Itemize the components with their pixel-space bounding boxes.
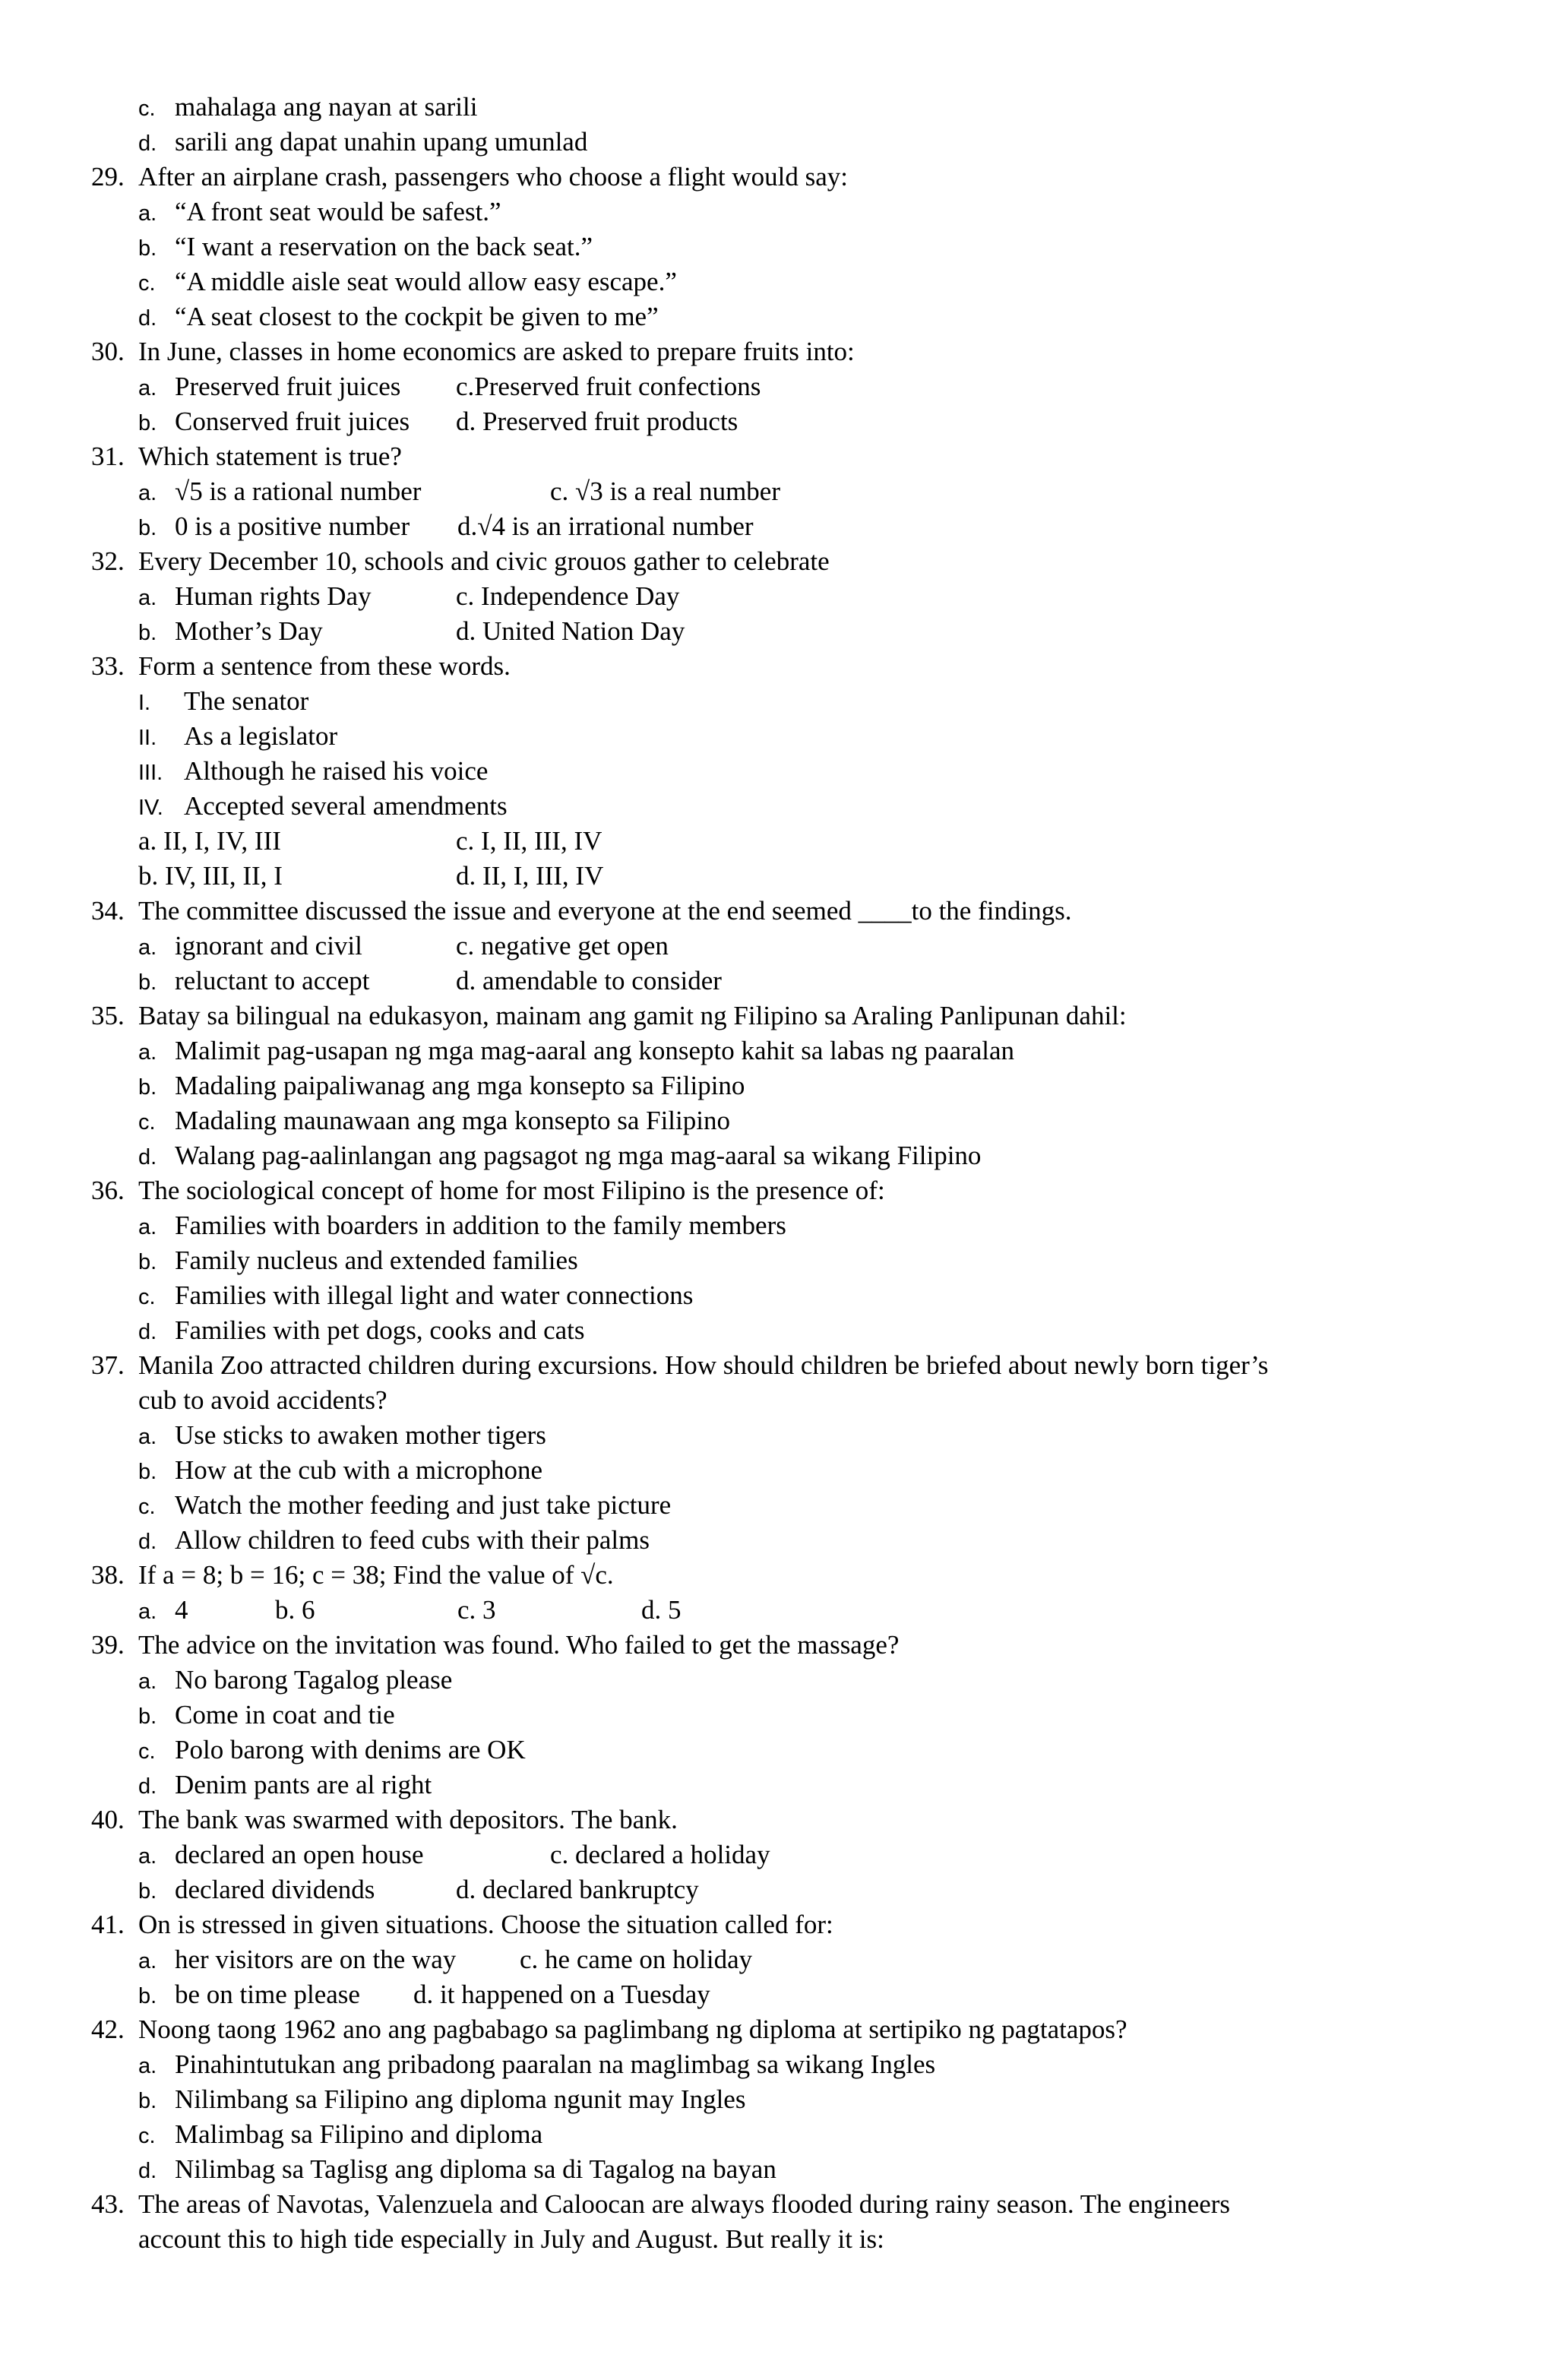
option-text: Use sticks to awaken mother tigers xyxy=(175,1420,546,1450)
q33-item-i xyxy=(138,684,308,719)
option-marker: b. xyxy=(138,2089,157,2113)
question-33 xyxy=(91,649,511,684)
option-text: “A middle aisle seat would allow easy escape.” xyxy=(175,267,677,296)
option-text: √5 is a rational number xyxy=(175,476,422,506)
question-text: The bank was swarmed with depositors. The bank. xyxy=(138,1805,678,1834)
option-text: Family nucleus and extended families xyxy=(175,1245,578,1275)
item-text: As a legislator xyxy=(184,721,338,751)
item-text: The senator xyxy=(184,686,309,716)
q32-option-b xyxy=(138,614,323,650)
option-text: Mother’s Day xyxy=(175,616,323,646)
question-number: 30. xyxy=(91,337,125,366)
question-30 xyxy=(91,334,855,369)
q36-option-c xyxy=(138,1278,693,1313)
option-text: 0 is a positive number xyxy=(175,511,410,541)
option-marker: a. xyxy=(138,935,157,960)
q36-option-a xyxy=(138,1208,786,1243)
q38-option-c: c. 3 xyxy=(457,1595,496,1625)
question-39 xyxy=(91,1628,899,1663)
q31-option-d: d.√4 is an irrational number xyxy=(457,511,754,541)
q40-option-a xyxy=(138,1837,424,1874)
question-text: The committee discussed the issue and everyone at the end seemed ____to the findings. xyxy=(138,896,1072,926)
question-number: 42. xyxy=(91,2014,125,2044)
roman-marker: IV. xyxy=(138,796,163,820)
q32-options-row-1 xyxy=(138,579,1050,614)
option-marker: d. xyxy=(138,1320,157,1344)
option-marker: a. xyxy=(138,1425,157,1449)
q28-option-c xyxy=(138,90,477,125)
option-text: “A front seat would be safest.” xyxy=(175,197,501,226)
q42-option-a xyxy=(138,2047,935,2082)
q31-option-c: c. √3 is a real number xyxy=(550,476,780,506)
q36-option-d xyxy=(138,1313,585,1348)
option-marker: a. xyxy=(138,2054,157,2078)
q30-options-row-2 xyxy=(138,404,1050,439)
q31-option-a xyxy=(138,474,421,511)
q41-options-row-1 xyxy=(138,1942,1050,1977)
q33-options-row-2 xyxy=(138,859,1050,894)
question-38 xyxy=(91,1558,614,1593)
q33-option-c: c. I, II, III, IV xyxy=(456,826,602,856)
question-40 xyxy=(91,1802,678,1837)
q40-options-row-1 xyxy=(138,1837,1050,1872)
q31-options-row-1 xyxy=(138,474,1050,509)
option-marker: b. xyxy=(138,1075,157,1100)
question-text: The sociological concept of home for most Filipino is the presence of: xyxy=(138,1176,885,1205)
question-number: 35. xyxy=(91,1001,125,1030)
question-43 xyxy=(91,2187,1230,2222)
question-text: Which statement is true? xyxy=(138,442,402,471)
q32-option-a xyxy=(138,579,372,616)
option-marker: a. xyxy=(138,1040,157,1065)
q38-option-d: d. 5 xyxy=(641,1595,682,1625)
question-number: 40. xyxy=(91,1805,125,1834)
question-41 xyxy=(91,1907,833,1942)
question-text: On is stressed in given situations. Choose the situation called for: xyxy=(138,1910,833,1939)
q34-options-row-2 xyxy=(138,964,1050,999)
option-marker: a. xyxy=(138,586,157,610)
q40-option-b xyxy=(138,1872,375,1909)
item-text: Although he raised his voice xyxy=(184,756,489,786)
q35-option-c xyxy=(138,1103,730,1138)
q39-option-d xyxy=(138,1768,432,1802)
option-marker: a. xyxy=(138,1600,157,1624)
q33-options-row-1 xyxy=(138,824,1050,859)
option-text: “A seat closest to the cockpit be given to me” xyxy=(175,302,659,331)
option-text: Families with pet dogs, cooks and cats xyxy=(175,1315,585,1345)
roman-marker: II. xyxy=(138,726,157,750)
option-marker: c. xyxy=(138,1285,156,1309)
option-text: Denim pants are al right xyxy=(175,1770,432,1799)
option-marker: b. xyxy=(138,1984,157,2008)
option-marker: b. xyxy=(138,621,157,645)
question-31 xyxy=(91,439,402,474)
option-marker: b. xyxy=(138,1460,157,1484)
q39-option-c xyxy=(138,1733,526,1768)
q42-option-b xyxy=(138,2082,745,2117)
option-marker: c. xyxy=(138,97,156,121)
q35-option-b xyxy=(138,1068,745,1103)
q34-option-b xyxy=(138,964,370,1000)
q32-options-row-2 xyxy=(138,614,1050,649)
option-text: sarili ang dapat unahin upang umunlad xyxy=(175,127,588,157)
question-number: 39. xyxy=(91,1630,125,1660)
option-marker: a. xyxy=(138,201,157,226)
option-text: How at the cub with a microphone xyxy=(175,1455,543,1485)
question-text: Every December 10, schools and civic grouos gather to celebrate xyxy=(138,546,830,576)
option-marker: d. xyxy=(138,1530,157,1554)
option-marker: d. xyxy=(138,1774,157,1799)
q30-option-c: c.Preserved fruit confections xyxy=(456,372,761,401)
option-marker: a. xyxy=(138,1844,157,1869)
q37-option-d xyxy=(138,1523,650,1558)
option-text: Malimbag sa Filipino and diploma xyxy=(175,2119,543,2149)
question-text: Form a sentence from these words. xyxy=(138,651,511,681)
q38-option-b: b. 6 xyxy=(275,1595,315,1625)
option-text: No barong Tagalog please xyxy=(175,1665,453,1695)
question-text: In June, classes in home economics are asked to prepare fruits into: xyxy=(138,337,855,366)
q41-option-d: d. it happened on a Tuesday xyxy=(413,1980,710,2009)
q39-option-a xyxy=(138,1663,452,1698)
q34-option-c: c. negative get open xyxy=(456,931,669,961)
question-text: Noong taong 1962 ano ang pagbabago sa paglimbang ng diploma at sertipiko ng pagtatapos? xyxy=(138,2014,1127,2044)
question-42 xyxy=(91,2012,1127,2047)
option-text: Conserved fruit juices xyxy=(175,407,410,436)
question-32 xyxy=(91,544,830,579)
question-number: 38. xyxy=(91,1560,125,1590)
option-text: declared an open house xyxy=(175,1840,424,1869)
option-marker: c. xyxy=(138,1110,156,1135)
option-text: her visitors are on the way xyxy=(175,1945,457,1974)
q31-option-b xyxy=(138,509,410,546)
question-35 xyxy=(91,999,1127,1033)
roman-marker: III. xyxy=(138,761,163,785)
q37-option-c xyxy=(138,1488,671,1523)
option-marker: c. xyxy=(138,1739,156,1764)
q37-option-b xyxy=(138,1453,542,1488)
q41-option-c: c. he came on holiday xyxy=(520,1945,753,1974)
option-marker: d. xyxy=(138,131,157,156)
q29-option-a xyxy=(138,195,501,229)
option-marker: b. xyxy=(138,236,157,261)
q28-option-d xyxy=(138,125,587,160)
question-29 xyxy=(91,160,848,195)
question-37 xyxy=(91,1348,1268,1383)
q33-option-d: d. II, I, III, IV xyxy=(456,861,604,891)
q41-options-row-2 xyxy=(138,1977,1050,2012)
option-text: Nilimbag sa Taglisg ang diploma sa di Tagalog na bayan xyxy=(175,2154,776,2184)
question-number: 34. xyxy=(91,896,125,926)
option-text: Polo barong with denims are OK xyxy=(175,1735,526,1764)
option-marker: b. xyxy=(138,1704,157,1729)
question-text: Manila Zoo attracted children during excursions. How should children be briefed about newly born tiger’s xyxy=(138,1350,1269,1380)
q29-option-d xyxy=(138,299,659,334)
option-text: mahalaga ang nayan at sarili xyxy=(175,92,478,122)
question-number: 31. xyxy=(91,442,125,471)
option-text: Madaling maunawaan ang mga konsepto sa Filipino xyxy=(175,1106,730,1135)
option-marker: c. xyxy=(138,1495,156,1519)
question-43-continued: account this to high tide especially in July and August. But really it is: xyxy=(138,2224,884,2254)
question-text: The advice on the invitation was found. Who failed to get the massage? xyxy=(138,1630,900,1660)
q41-option-a xyxy=(138,1942,456,1979)
option-text: Nilimbang sa Filipino ang diploma ngunit may Ingles xyxy=(175,2084,746,2114)
q31-options-row-2 xyxy=(138,509,1050,544)
option-marker: a. xyxy=(138,1669,157,1694)
option-text: Families with boarders in addition to the family members xyxy=(175,1211,786,1240)
option-marker: b. xyxy=(138,516,157,540)
q35-option-d xyxy=(138,1138,981,1173)
option-text: reluctant to accept xyxy=(175,966,370,995)
question-number: 36. xyxy=(91,1176,125,1205)
question-text: After an airplane crash, passengers who choose a flight would say: xyxy=(138,162,849,191)
option-marker: d. xyxy=(138,1145,157,1169)
question-number: 37. xyxy=(91,1350,125,1380)
q42-option-c xyxy=(138,2117,542,2152)
option-text: ignorant and civil xyxy=(175,931,362,961)
roman-marker: I. xyxy=(138,691,151,715)
q38-options-row xyxy=(138,1593,898,1628)
q33-item-iv xyxy=(138,789,508,824)
question-37-continued: cub to avoid accidents? xyxy=(138,1385,387,1415)
option-marker: a. xyxy=(138,481,157,505)
option-text: Walang pag-aalinlangan ang pagsagot ng mga mag-aaral sa wikang Filipino xyxy=(175,1141,982,1170)
option-text: Pinahintutukan ang pribadong paaralan na maglimbag sa wikang Ingles xyxy=(175,2049,936,2079)
q33-option-b: b. IV, III, II, I xyxy=(138,861,283,891)
q41-option-b xyxy=(138,1977,360,2014)
option-text: Preserved fruit juices xyxy=(175,372,401,401)
q33-option-a: a. II, I, IV, III xyxy=(138,826,281,856)
option-text: Human rights Day xyxy=(175,581,372,611)
q30-option-d: d. Preserved fruit products xyxy=(456,407,738,436)
q36-option-b xyxy=(138,1243,578,1278)
option-marker: b. xyxy=(138,1250,157,1274)
option-marker: d. xyxy=(138,306,157,331)
q34-options-row-1 xyxy=(138,929,1050,964)
question-number: 41. xyxy=(91,1910,125,1939)
question-text: The areas of Navotas, Valenzuela and Caloocan are always flooded during rainy season. The engineers xyxy=(138,2189,1231,2219)
question-number: 33. xyxy=(91,651,125,681)
option-marker: c. xyxy=(138,271,156,296)
q37-option-a xyxy=(138,1418,546,1453)
q40-option-d: d. declared bankruptcy xyxy=(456,1875,699,1904)
q40-options-row-2 xyxy=(138,1872,1050,1907)
question-34 xyxy=(91,894,1072,929)
option-text: Watch the mother feeding and just take picture xyxy=(175,1490,672,1520)
question-text: If a = 8; b = 16; c = 38; Find the value of √c. xyxy=(138,1560,614,1590)
option-marker: b. xyxy=(138,411,157,435)
option-text: be on time please xyxy=(175,1980,360,2009)
question-number: 32. xyxy=(91,546,125,576)
q39-option-b xyxy=(138,1698,395,1733)
q40-option-c: c. declared a holiday xyxy=(550,1840,770,1869)
q33-item-ii xyxy=(138,719,337,754)
question-number: 29. xyxy=(91,162,125,191)
option-text: declared dividends xyxy=(175,1875,375,1904)
item-text: Accepted several amendments xyxy=(184,791,508,821)
question-36 xyxy=(91,1173,885,1208)
question-number: 43. xyxy=(91,2189,125,2219)
q29-option-c xyxy=(138,264,677,299)
q34-option-a xyxy=(138,929,362,965)
option-text: Come in coat and tie xyxy=(175,1700,395,1730)
option-marker: a. xyxy=(138,376,157,400)
q35-option-a xyxy=(138,1033,1014,1068)
option-text: Madaling paipaliwanag ang mga konsepto sa Filipino xyxy=(175,1071,745,1100)
q30-options-row-1 xyxy=(138,369,1050,404)
q29-option-b xyxy=(138,229,593,264)
option-marker: a. xyxy=(138,1949,157,1973)
option-text: “I want a reservation on the back seat.” xyxy=(175,232,593,261)
question-text: Batay sa bilingual na edukasyon, mainam ang gamit ng Filipino sa Araling Panlipunan dahil: xyxy=(138,1001,1127,1030)
q34-option-d: d. amendable to consider xyxy=(456,966,722,995)
option-marker: b. xyxy=(138,970,157,995)
option-marker: d. xyxy=(138,2159,157,2183)
option-marker: b. xyxy=(138,1879,157,1904)
option-marker: c. xyxy=(138,2124,156,2148)
q30-option-b xyxy=(138,404,410,441)
q38-option-a xyxy=(138,1593,188,1629)
q32-option-c: c. Independence Day xyxy=(456,581,680,611)
q33-item-iii xyxy=(138,754,488,789)
q32-option-d: d. United Nation Day xyxy=(456,616,685,646)
option-text: Families with illegal light and water connections xyxy=(175,1280,694,1310)
option-marker: a. xyxy=(138,1215,157,1239)
q42-option-d xyxy=(138,2152,776,2187)
option-text: Allow children to feed cubs with their palms xyxy=(175,1525,650,1555)
option-text: Malimit pag-usapan ng mga mag-aaral ang konsepto kahit sa labas ng paaralan xyxy=(175,1036,1015,1065)
option-text: 4 xyxy=(175,1595,188,1625)
q30-option-a xyxy=(138,369,400,406)
